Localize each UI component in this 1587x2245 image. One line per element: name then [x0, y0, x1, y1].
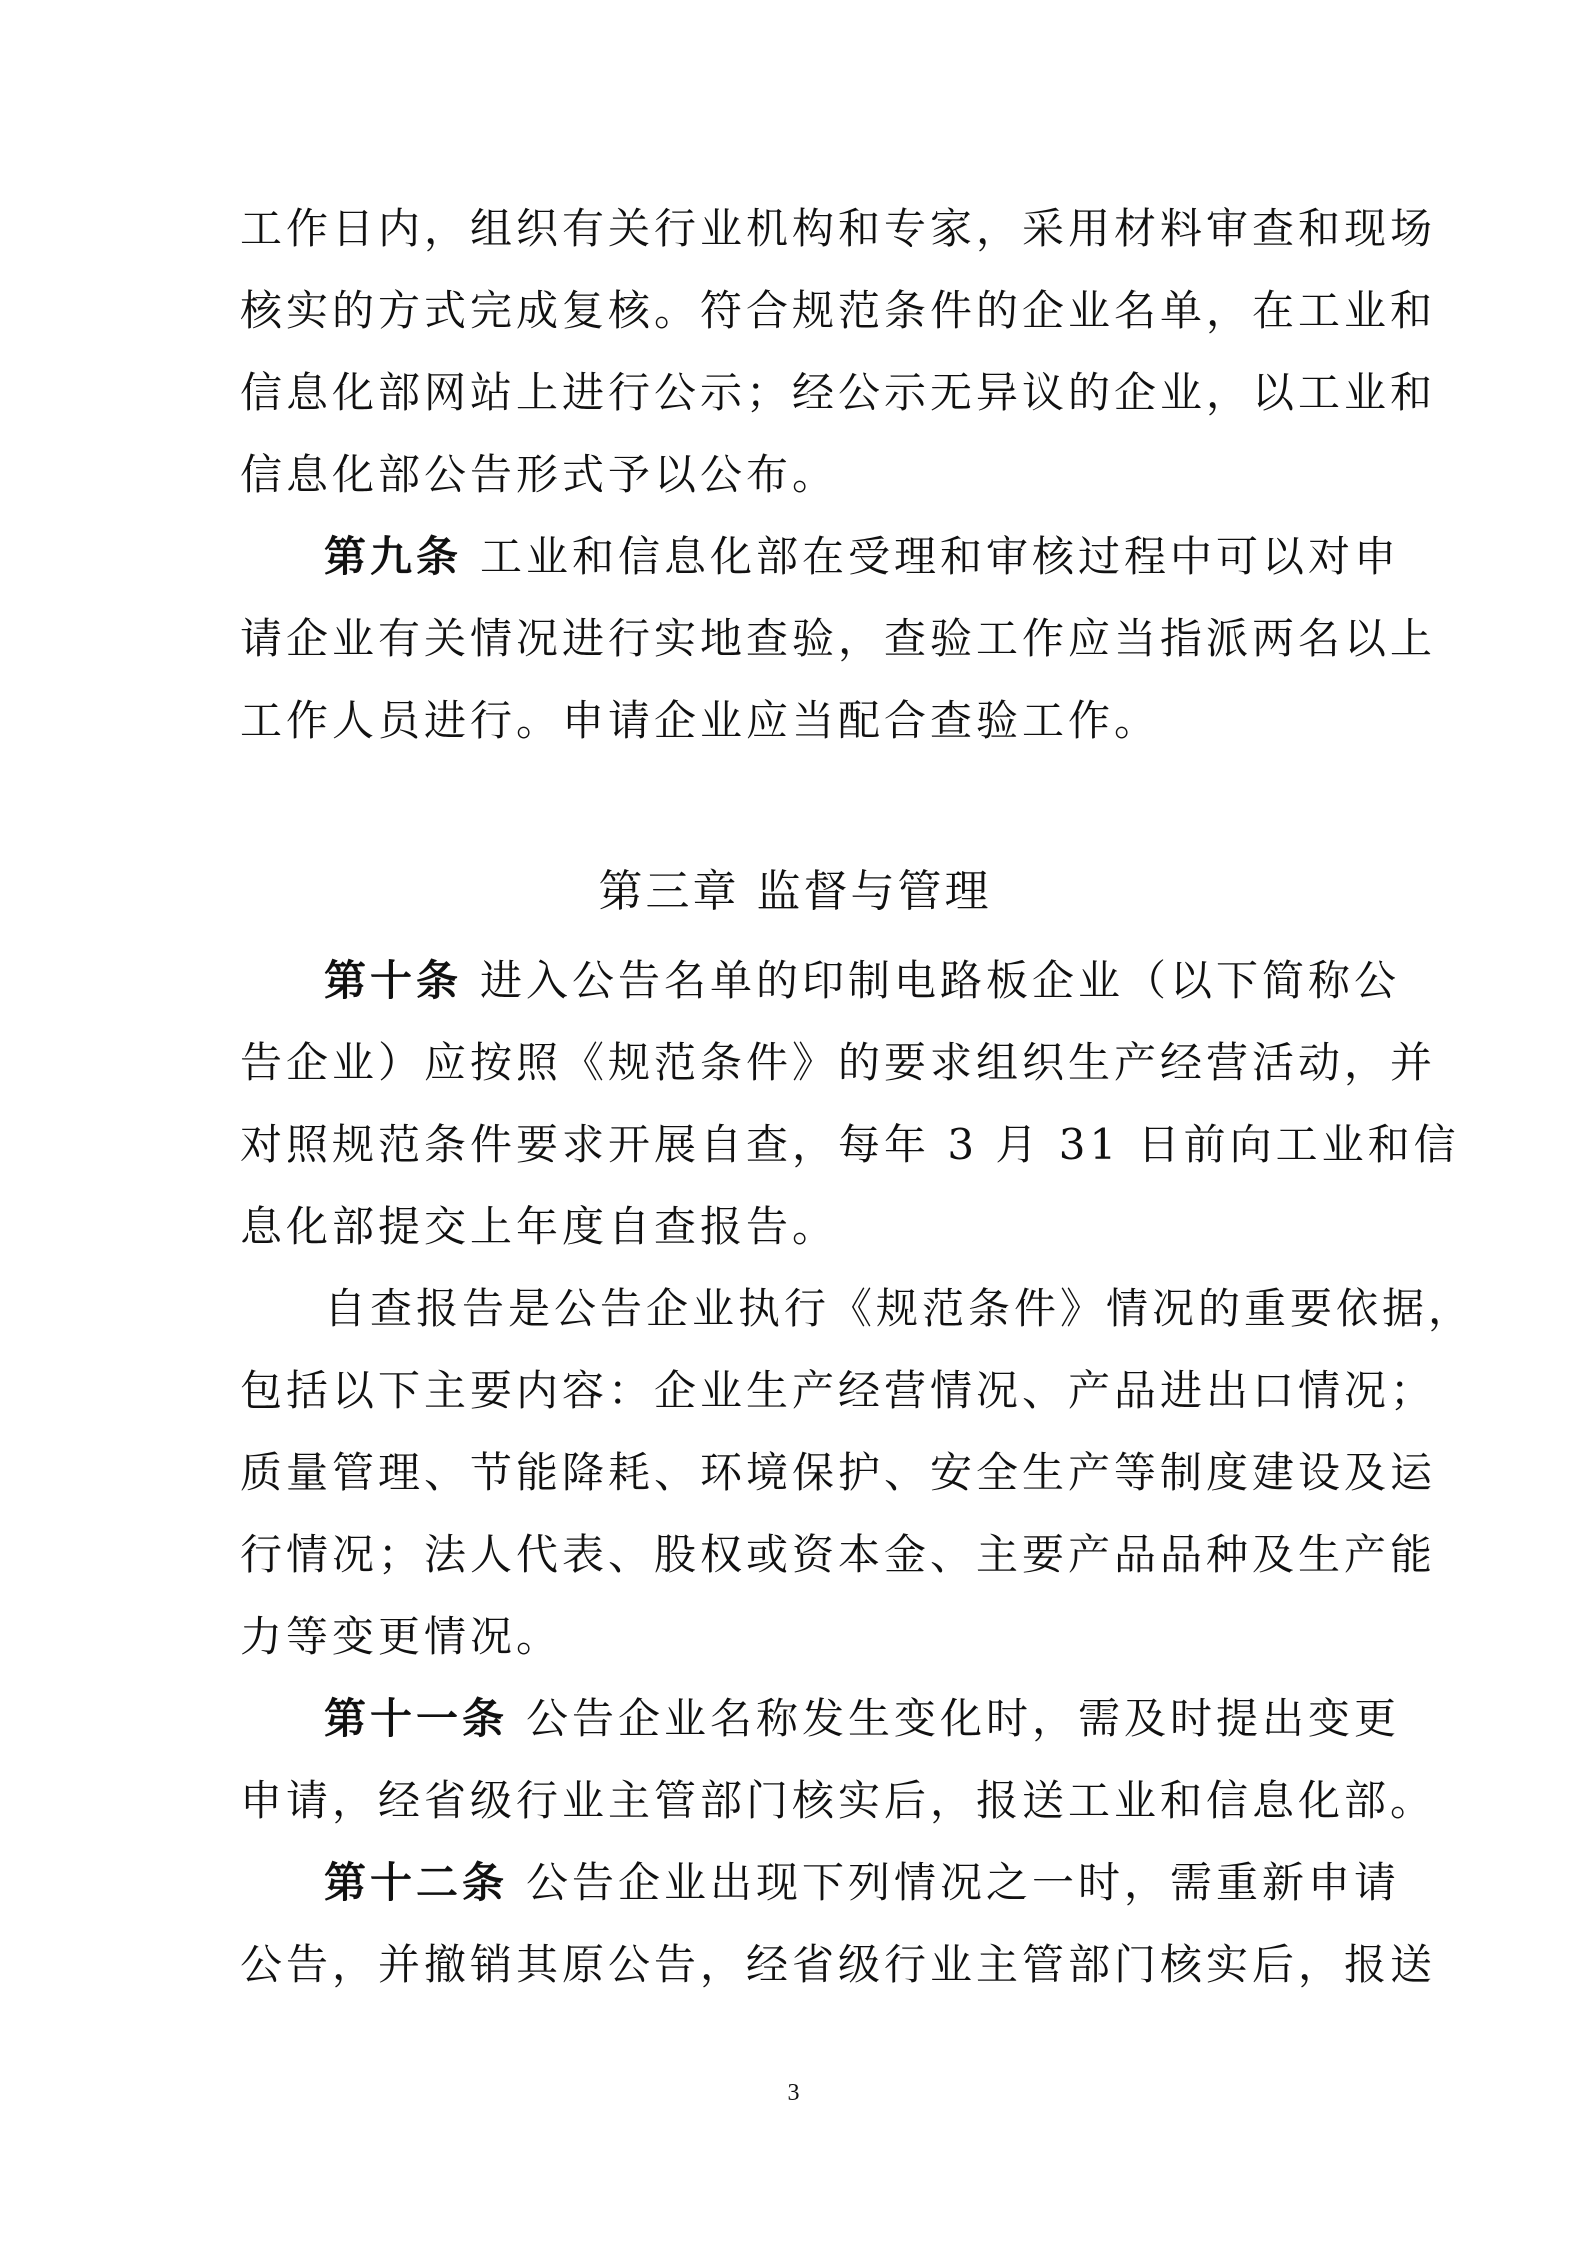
- article-text: 公告企业名称发生变化时，需及时提出变更: [526, 1694, 1401, 1743]
- page-number: 3: [787, 2080, 800, 2106]
- article-12-first-line: [240, 1842, 1401, 1924]
- article-10-label: 第十条: [324, 956, 463, 1005]
- text-line: 信息化部公告形式予以公布。: [240, 450, 839, 499]
- article-text: 工业和信息化部在受理和审核过程中可以对申: [480, 532, 1401, 581]
- text-line: 核实的方式完成复核。符合规范条件的企业名单，在工业和: [240, 286, 1437, 335]
- text-line: 自查报告是公告企业执行《规范条件》情况的重要依据，: [324, 1284, 1475, 1333]
- text-line: 申请，经省级行业主管部门核实后，报送工业和信息化部。: [240, 1776, 1437, 1825]
- text-line: 行情况；法人代表、股权或资本金、主要产品品种及生产能: [240, 1530, 1437, 1579]
- chapter-heading: 第三章 监督与管理: [598, 866, 992, 917]
- article-11-label: 第十一条: [324, 1694, 509, 1743]
- text-line: 工作人员进行。申请企业应当配合查验工作。: [240, 696, 1161, 745]
- text-line: 对照规范条件要求开展自查，每年 3 月 31 日前向工业和信: [240, 1120, 1460, 1169]
- spacer: [240, 762, 1350, 844]
- text-line: 质量管理、节能降耗、环境保护、安全生产等制度建设及运: [240, 1448, 1437, 1497]
- text-line: 公告，并撤销其原公告，经省级行业主管部门核实后，报送: [240, 1940, 1437, 1989]
- text-line: 请企业有关情况进行实地查验，查验工作应当指派两名以上: [240, 614, 1437, 663]
- text-line: 工作日内，组织有关行业机构和专家，采用材料审查和现场: [240, 204, 1437, 253]
- article-text: 进入公告名单的印制电路板企业（以下简称公: [480, 956, 1401, 1005]
- body-text: [240, 188, 1475, 2006]
- text-line: 信息化部网站上进行公示；经公示无异议的企业，以工业和: [240, 368, 1437, 417]
- text-line: 告企业）应按照《规范条件》的要求组织生产经营活动，并: [240, 1038, 1437, 1087]
- article-11-first-line: [240, 1678, 1401, 1760]
- article-9-first-line: [240, 516, 1401, 598]
- article-10-first-line: [240, 940, 1401, 1022]
- article-12-label: 第十二条: [324, 1858, 509, 1907]
- article-9-label: 第九条: [324, 532, 463, 581]
- text-line: 息化部提交上年度自查报告。: [240, 1202, 839, 1251]
- text-line: 包括以下主要内容：企业生产经营情况、产品进出口情况；: [240, 1366, 1437, 1415]
- article-text: 公告企业出现下列情况之一时，需重新申请: [526, 1858, 1401, 1907]
- text-line: 力等变更情况。: [240, 1612, 563, 1661]
